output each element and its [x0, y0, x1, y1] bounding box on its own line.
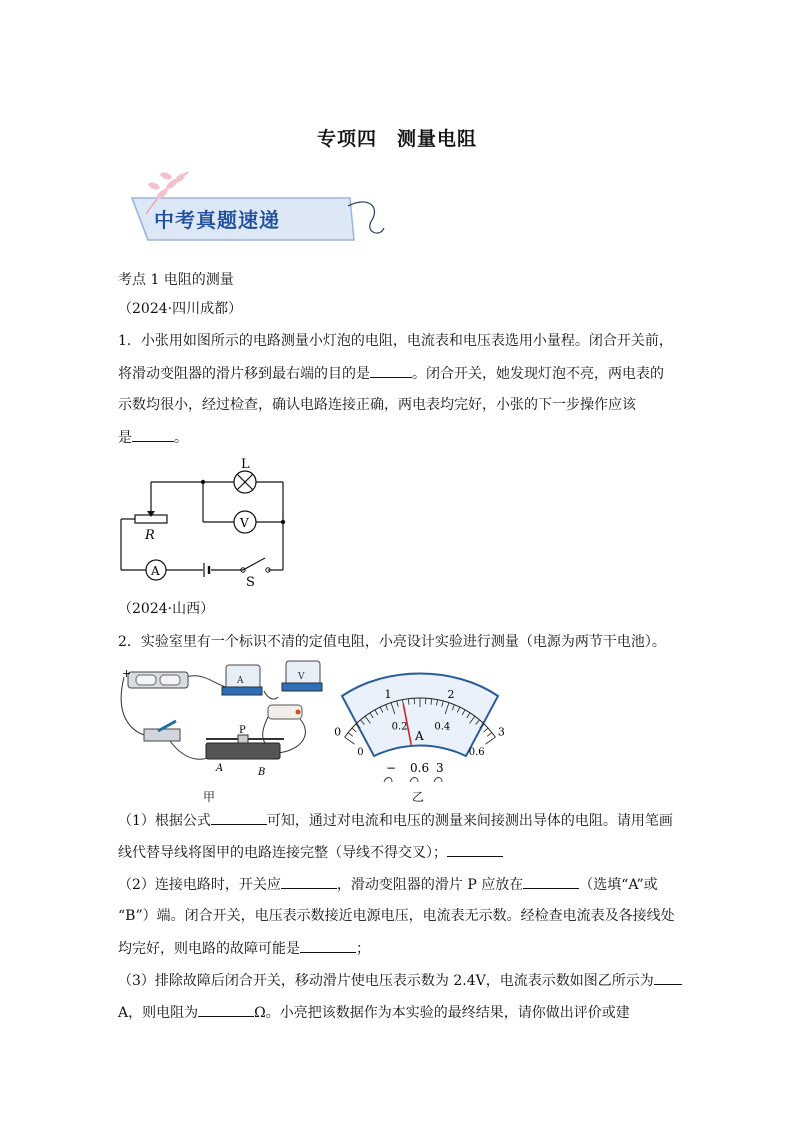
terminal-icon	[410, 778, 418, 783]
terminal-icon	[384, 778, 392, 783]
terminal-3-label: 3	[436, 761, 444, 775]
terminal-minus-label: −	[386, 761, 397, 775]
switch-label: S	[246, 575, 255, 590]
q2-part1-line1: （1）根据公式 可知，通过对电流和电压的测量来间接测出导体的电阻。请用笔画	[118, 810, 688, 831]
section-banner	[118, 166, 388, 256]
answer-blank	[370, 363, 412, 378]
q1-source: （2024·四川成都）	[118, 301, 243, 317]
dial-lower-tick-label: 0.2	[391, 721, 408, 733]
ammeter-device-label: A	[237, 676, 244, 686]
dial-upper-tick-label: 0	[334, 725, 342, 739]
battery-plus-label: +	[122, 667, 132, 680]
ammeter-label: A	[151, 564, 160, 578]
q2-part3-line1: （3）排除故障后闭合开关，移动滑片使电压表示数为 2.4V，电流表示数如图乙所示为	[118, 970, 688, 991]
answer-blank	[211, 810, 267, 825]
q2-part3-line2: A，则电阻为 Ω。小亮把该数据作为本实验的最终结果，请你做出评价或建	[118, 1002, 688, 1023]
dial-tick	[484, 728, 488, 732]
q1-line2: 将滑动变阻器的滑片移到最右端的目的是 。闭合开关，她发现灯泡不亮，两电表的	[118, 363, 688, 384]
section-label: 考点 1 电阻的测量	[118, 272, 234, 288]
q1-line1: 1．小张用如图所示的电路测量小灯泡的电阻，电流表和电压表选用小量程。闭合开关前，	[118, 333, 673, 349]
dial-upper-tick-label: 2	[447, 688, 455, 702]
dial-lower-tick-label: 0.6	[468, 746, 485, 758]
dial-tick	[345, 737, 355, 744]
dial-tick	[487, 733, 492, 737]
banner-text: 中考真题速递	[154, 208, 280, 232]
dial-upper-tick-label: 3	[497, 725, 505, 739]
q1-line4: 是 。	[118, 427, 688, 448]
q1-circuit-diagram	[115, 455, 295, 590]
rheostat-end-a-label: A	[216, 763, 224, 774]
terminal-0-6-label: 0.6	[410, 761, 430, 775]
figure-yi-caption: 乙	[412, 790, 425, 804]
slider-p-label: P	[239, 725, 246, 736]
answer-blank	[523, 874, 579, 889]
figure-yi-ammeter-dial	[336, 660, 504, 790]
dial-lower-tick-label: 0.4	[434, 721, 451, 733]
answer-blank	[281, 874, 337, 889]
q2-part2-line1: （2）连接电路时，开关应 ，滑动变阻器的滑片 P 应放在 （选填“A”或	[118, 874, 688, 895]
answer-blank	[447, 842, 503, 857]
q2-source: （2024·山西）	[118, 601, 215, 617]
dial-lower-tick-label: 0	[357, 746, 364, 758]
answer-blank	[300, 938, 356, 953]
voltmeter-label: V	[240, 516, 249, 530]
q2-part2-line3: 均完好，则电路的故障可能是 ；	[118, 938, 688, 959]
dial-upper-tick-label: 1	[384, 688, 392, 702]
terminal-icon	[434, 778, 442, 783]
answer-blank	[132, 427, 174, 442]
answer-blank	[654, 970, 682, 985]
rheostat-label: R	[145, 528, 155, 543]
lamp-label: L	[241, 457, 250, 472]
q2-part1-line2: 线代替导线将图甲的电路连接完整（导线不得交叉）；	[118, 842, 688, 863]
q2-part2-line2: “B”）端。闭合开关，电压表示数接近电源电压，电流表无示数。经检查电流表及各接线处	[118, 908, 675, 924]
dial-unit-label: A	[415, 729, 424, 743]
figure-jia-apparatus	[118, 657, 328, 777]
voltmeter-device-label: V	[298, 672, 305, 682]
rheostat-end-b-label: B	[258, 767, 266, 778]
answer-blank	[198, 1002, 254, 1017]
dial-tick	[486, 737, 496, 744]
q2-line1: 2．实验室里有一个标识不清的定值电阻，小亮设计实验进行测量（电源为两节干电池）。	[118, 634, 666, 650]
dial-tick	[352, 728, 356, 732]
page-title: 专项四 测量电阻	[316, 128, 477, 150]
figure-jia-caption: 甲	[203, 790, 216, 804]
q1-line3: 示数均很小，经过检查，确认电路连接正确，两电表均完好，小张的下一步操作应该	[118, 397, 636, 413]
dial-tick	[348, 733, 353, 737]
